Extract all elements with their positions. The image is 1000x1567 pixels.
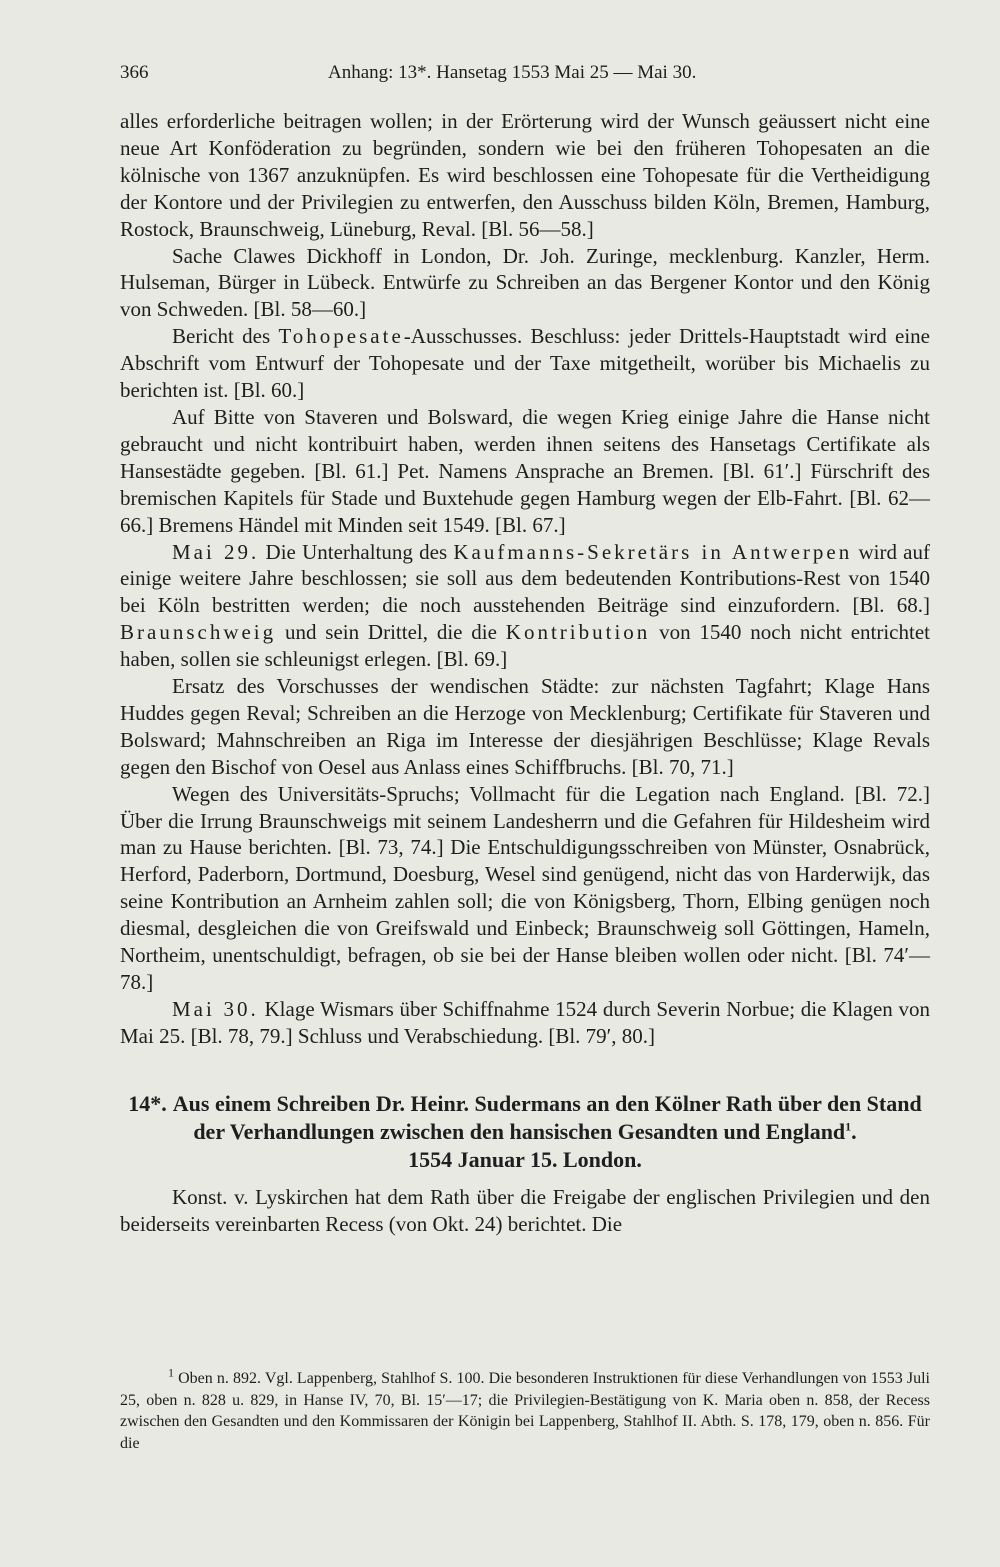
text-segment: Wegen des Universitäts-Spruchs; Vollmacht für die Legation nach England. [Bl. 72.] Über die Irrung Braunschweigs mit seinem Landesherrn und die Gefahren für Hildesheim wird man zu Hause berichten. [Bl. 73, 74.] Die Entschuldigungsschreiben von Münster, Osnabrück, Herford, Paderborn, Dortmund, Doesburg, Wesel sind genügend, nicht das von Harderwijk, das seine Kontribution an Arnheim zahlen soll; die von Königsberg, Thorn, Elbing genügen noch diesmal, desgleichen die von Greifswald und Einbeck; Braunschweig soll Göttingen, Hameln, Northeim, unentschuldigt, befragen, ob sie bei der Hanse bleiben wollen oder nicht. [Bl. 74′—78.]	[120, 781, 930, 994]
section-number: 14*.	[128, 1090, 167, 1116]
footnote-text: Oben n. 892. Vgl. Lappenberg, Stahlhof S. 100. Die besonderen Instruktionen für diese Verhandlungen von 1553 Juli 25, oben n. 828 u. 829, in Hanse IV, 70, Bl. 15′—17; die Privilegien-Bestätigung von K. Maria oben n. 858, der Recess zwischen den Gesandten und den Kommissaren der Königin bei Lappenberg, Stahlhof II. Abth. S. 178, 179, oben n. 856. Für die	[120, 1370, 931, 1452]
section-title-block: 14*. Aus einem Schreiben Dr. Heinr. Sudermans an den Kölner Rath über den Stand der Verhandlungen zwischen den hansischen Gesandten und England$^1$.	[128, 1090, 922, 1144]
paragraph	[120, 673, 930, 781]
text-segment: wird auf einige weitere Jahre beschlossen; sie soll aus dem bedeutenden Kontributions-Rest von 1540 bei Köln bestritten werden; die noch ausstehenden Beiträge sind einzufordern. [Bl. 68.]	[120, 539, 930, 618]
text-segment: Sache Clawes Dickhoff in London, Dr. Joh. Zuringe, mecklenburg. Kanzler, Herm. Hulseman, Bürger in Lübeck. Entwürfe zu Schreiben an das Bergener Kontor und den König von Schweden. [Bl. 58—60.]	[120, 243, 930, 322]
paragraph	[120, 539, 930, 674]
text-segment: Beschluss: jeder Drittels-Hauptstadt wird eine Abschrift vom Entwurf der Tohopesate und der Taxe mitgetheilt, worüber bis Michaelis zu berichten ist. [Bl. 60.]	[120, 324, 930, 403]
text-segment: Klage Wismars über Schiffnahme 1524 durch Severin Norbue; die Klagen von Mai 25. [Bl. 78, 79.] Schluss und Verabschiedung. [Bl. 79′, 80.]	[120, 996, 931, 1048]
footnote-reference: 1	[845, 1119, 852, 1134]
footnote-mark: 1	[168, 1365, 174, 1380]
text-segment: -	[403, 324, 411, 349]
text-segment: von 1540 noch nicht entrichtet haben, sollen sie schleunigst erlegen. [Bl. 69.]	[120, 620, 930, 672]
spaced-text: Mai 30.	[172, 996, 259, 1021]
paragraph	[120, 404, 930, 539]
text-segment: alles erforderliche beitragen wollen; in der Erörterung wird der Wunsch geäussert nicht eine neue Art Konföderation zu begründen, sondern wie bei den früheren Tohopesaten an die kölnische von 1367 anzuknüpfen. Es wird beschlossen eine Tohopesate für die Vertheidigung der Kontore und der Privilegien zu entwerfen, den Ausschuss bilden Köln, Bremen, Hamburg, Rostock, Braunschweig, Lüneburg, Reval. [Bl. 56—58.]	[120, 109, 930, 241]
running-head: Anhang: 13*. Hansetag 1553 Mai 25 — Mai 30.	[328, 62, 697, 83]
text-segment: Bericht des	[172, 324, 279, 349]
text-segment: Ausschusses.	[410, 324, 523, 349]
footnote	[120, 1365, 931, 1454]
page-number: 366	[120, 62, 149, 83]
paragraph	[120, 323, 930, 404]
spaced-text: Braunschweig	[120, 620, 277, 645]
spaced-text: Mai 29.	[172, 539, 260, 564]
paragraph	[120, 781, 930, 996]
text-segment: und sein Drittel, die die	[276, 620, 506, 645]
page-header	[120, 62, 930, 88]
spaced-text: Kaufmanns-Sekretärs in Antwerpen	[453, 539, 853, 564]
spaced-text: Tohopesate	[278, 324, 404, 349]
text-segment: Auf Bitte von Staveren und Bolsward, die wegen Krieg einige Jahre die Hanse nicht gebraucht und nicht kontribuirt haben, werden ihnen seitens des Hansetags Certifikate als Hansestädte gegeben. [Bl. 61.] Pet. Namens Ansprache an Bremen. [Bl. 61′.] Fürschrift des bremischen Kapitels für Stade und Buxtehude gegen Hamburg wegen der Elb-Fahrt. [Bl. 62—66.] Bremens Händel mit Minden seit 1549. [Bl. 67.]	[120, 404, 930, 537]
spaced-text: Kontribution	[505, 620, 651, 645]
footnotes	[120, 1365, 931, 1454]
text-segment: Ersatz des Vorschusses der wendischen Städte: zur nächsten Tagfahrt; Klage Hans Huddes gegen Reval; Schreiben an die Herzoge von Mecklenburg; Certifikate für Staveren und Bolsward; Mahnschreiben an Riga im Interesse der diesjährigen Beschlüsse; Klage Revals gegen den Bischof von Oesel aus Anlass eines Schiffbruchs. [Bl. 70, 71.]	[120, 674, 930, 779]
paragraph-list	[120, 108, 930, 1050]
text-segment: Die Unterhaltung des	[259, 539, 454, 564]
section-heading	[120, 1090, 930, 1174]
section-date: 1554 Januar 15. London.	[408, 1146, 642, 1172]
section-title: Aus einem Schreiben Dr. Heinr. Sudermans an den Kölner Rath über den Stand der Verhandlungen zwischen den hansischen Gesandten und England	[172, 1090, 922, 1144]
main-text	[120, 108, 930, 1238]
paragraph	[120, 108, 930, 243]
section-paragraph: Konst. v. Lyskirchen hat dem Rath über die Freigabe der englischen Privilegien und den beiderseits vereinbarten Recess (von Okt. 24) berichtet. Die	[120, 1184, 930, 1236]
paragraph	[120, 243, 930, 324]
paragraph	[120, 996, 930, 1050]
